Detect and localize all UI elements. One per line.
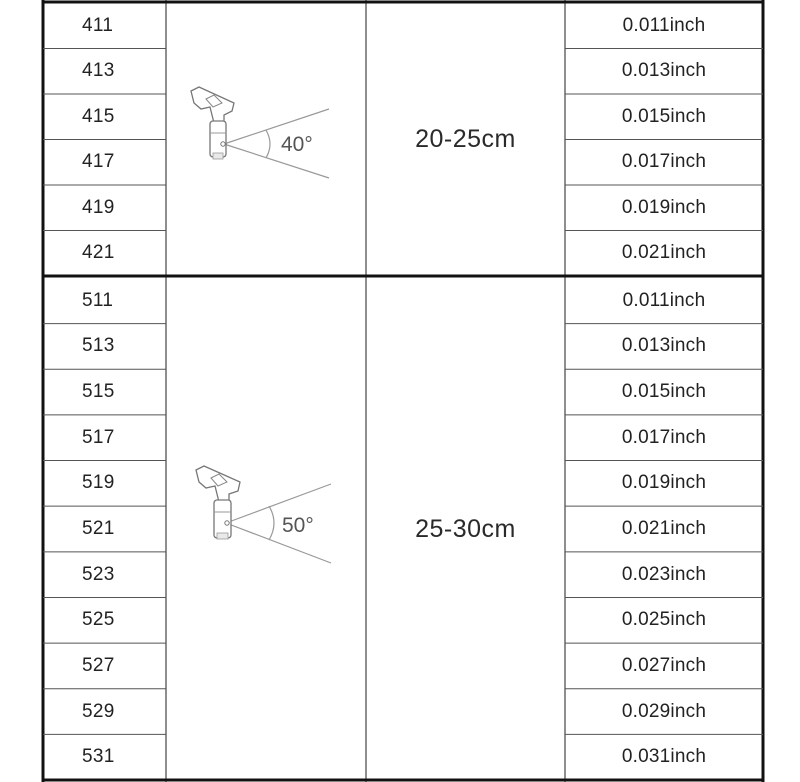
spray-tip-icon	[166, 3, 366, 276]
orifice-size: 0.017inch	[621, 426, 707, 448]
spray-angle-label: 40°	[281, 133, 313, 156]
tip-code: 419	[82, 196, 115, 218]
spray-angle-label: 50°	[282, 514, 314, 537]
orifice-size: 0.015inch	[621, 381, 707, 403]
orifice-size: 0.015inch	[621, 105, 707, 127]
tip-code: 417	[82, 151, 115, 173]
tip-code: 519	[82, 472, 115, 494]
spray-tip-icon	[166, 278, 366, 780]
spray-tip-illustration-50	[166, 278, 366, 780]
orifice-size: 0.019inch	[621, 472, 707, 494]
orifice-size: 0.017inch	[621, 151, 707, 173]
spray-distance-20-25: 20-25cm	[415, 125, 516, 153]
orifice-size: 0.021inch	[621, 517, 707, 539]
tip-code: 413	[82, 60, 115, 82]
orifice-size: 0.023inch	[621, 563, 707, 585]
tip-code: 415	[82, 105, 115, 127]
tip-code: 511	[82, 289, 114, 311]
orifice-size: 0.011inch	[622, 289, 706, 311]
orifice-size: 0.013inch	[621, 60, 707, 82]
spray-tip-illustration-40	[166, 3, 366, 276]
orifice-size: 0.021inch	[621, 242, 707, 264]
orifice-size: 0.029inch	[621, 700, 707, 722]
tip-code: 513	[82, 335, 115, 357]
tip-code: 515	[82, 381, 115, 403]
spray-distance-25-30: 25-30cm	[415, 514, 516, 543]
tip-code: 521	[82, 517, 115, 539]
tip-code: 525	[82, 609, 115, 631]
orifice-size: 0.011inch	[622, 14, 706, 36]
tip-code: 523	[82, 563, 115, 585]
tip-code: 531	[82, 746, 115, 768]
tip-code: 517	[82, 426, 115, 448]
orifice-size: 0.019inch	[621, 196, 707, 218]
orifice-size: 0.013inch	[621, 335, 707, 357]
tip-code: 411	[82, 14, 114, 36]
orifice-size: 0.031inch	[621, 746, 707, 768]
tip-code: 527	[82, 654, 115, 676]
orifice-size: 0.027inch	[621, 654, 707, 676]
tip-code: 529	[82, 700, 115, 722]
orifice-size: 0.025inch	[621, 609, 707, 631]
tip-code: 421	[82, 242, 115, 264]
